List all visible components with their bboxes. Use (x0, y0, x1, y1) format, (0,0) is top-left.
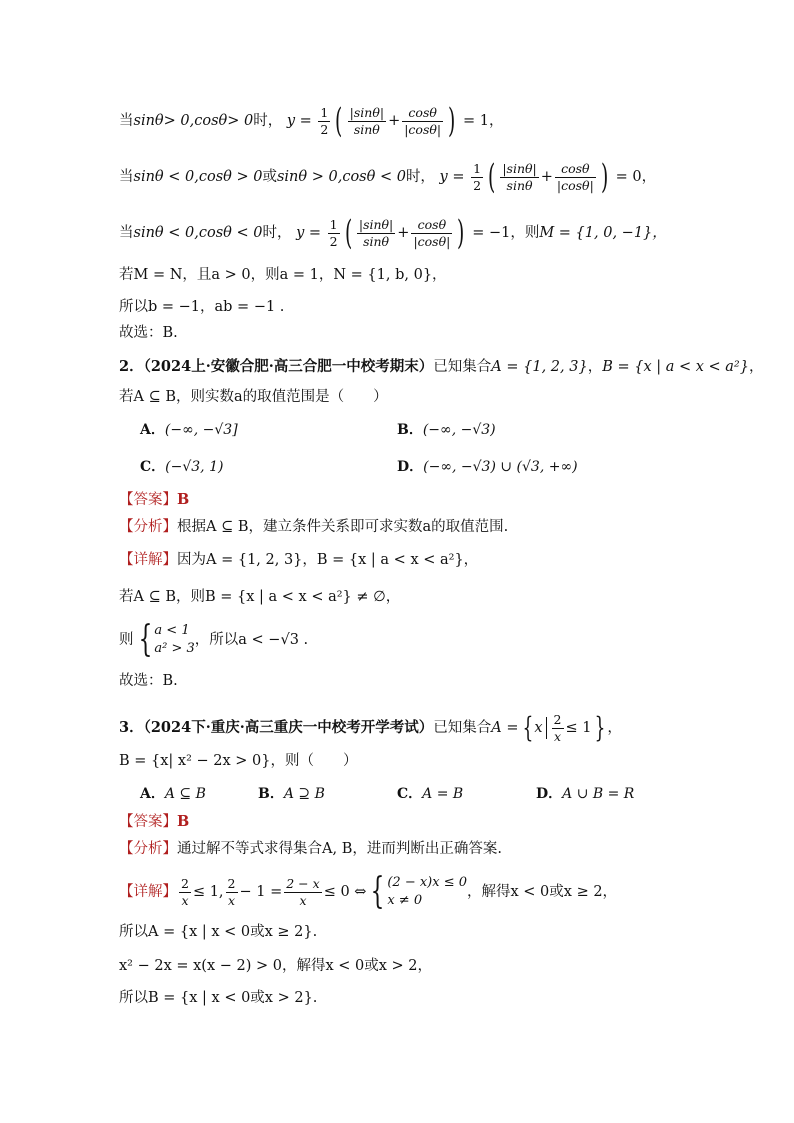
q3-answer (119, 812, 189, 832)
q2-detail-1 (119, 550, 478, 570)
text: − 1 = (239, 884, 283, 900)
text: ≤ 1, (192, 884, 224, 900)
text: ，解得x < 0或x ≥ 2， (467, 884, 618, 900)
case-line-1 (119, 101, 504, 141)
q2-choose: 故选：B. (119, 673, 178, 689)
q3-option-d[interactable] (536, 784, 634, 804)
text: ，所以a < −√3 . (194, 632, 309, 648)
text: ≤ 1 (565, 720, 592, 736)
line-so-b: 所以b = −1，ab = −1 . (119, 299, 285, 315)
q2-option-d[interactable] (397, 457, 578, 477)
fraction-half: $\frac{1}{2}$ (320, 104, 329, 137)
fraction-cos: $\frac{\cos\theta}{|\cos\theta|}$ (413, 216, 451, 249)
y-eq: y = (286, 113, 312, 129)
fraction-sin: $\frac{|\sin\theta|}{\sin\theta}$ (358, 216, 394, 249)
analysis-text: 通过解不等式求得集合A, B，进而判断出正确答案. (177, 841, 502, 857)
text: 时， (405, 169, 435, 185)
condition: sinθ < 0,cosθ > 0 (133, 169, 263, 185)
text: 已知集合 (433, 720, 492, 736)
line-m-eq-n: 若M = N，且a > 0，则a = 1，N = {1, b, 0}， (119, 267, 447, 283)
result: = −1，则 (472, 225, 540, 241)
left-paren: ( (488, 157, 496, 197)
text: 当 (119, 113, 134, 129)
option-label: D． (397, 459, 424, 475)
text: ， (587, 359, 603, 375)
q3-stem (119, 708, 622, 748)
text: ， (748, 359, 764, 375)
fraction-sin: $\frac{|\sin\theta|}{\sin\theta}$ (349, 104, 385, 137)
q3-detail-1 (119, 872, 617, 912)
analysis-tag: 【分析】 (119, 519, 177, 535)
detail-tag: 【详解】 (119, 884, 177, 900)
analysis-tag: 【分析】 (119, 841, 177, 857)
q2-option-c[interactable] (140, 457, 223, 477)
q3-detail-4: 所以B = {x | x < 0或x > 2}. (119, 990, 318, 1006)
plus: + (388, 113, 401, 129)
q3-analysis (119, 839, 502, 859)
condition: sinθ < 0,cosθ < 0 (133, 225, 263, 241)
q3-option-c[interactable] (397, 784, 463, 804)
option-text: (−∞, −√3) ∪ (√3, +∞) (423, 459, 578, 475)
option-label: B． (258, 786, 284, 802)
fraction-2-minus-x: $\frac{2 - x}{x}$ (286, 875, 320, 908)
text: ， (607, 720, 622, 736)
set-a-label: A = (491, 720, 519, 736)
var-x: x (534, 720, 543, 736)
q3-stem-line2: B = {x| x² − 2x > 0}，则（ ） (119, 753, 358, 769)
q3-detail-2: 所以A = {x | x < 0或x ≥ 2}. (119, 924, 318, 940)
right-paren: ) (448, 101, 456, 141)
inequality-system: a < 1 a² > 3 (154, 623, 195, 656)
option-label: C． (140, 459, 166, 475)
answer-tag: 【答案】 (119, 814, 177, 830)
y-eq: y = (296, 225, 322, 241)
fraction-half: $\frac{1}{2}$ (473, 160, 482, 193)
detail-tag: 【详解】 (119, 552, 177, 568)
option-text: A = B (422, 786, 464, 802)
q2-analysis (119, 517, 508, 537)
result: = 0， (615, 169, 657, 185)
analysis-text: 根据A ⊆ B，建立条件关系即可求实数a的取值范围. (177, 519, 509, 535)
case-line-2 (119, 157, 657, 197)
line-choose: 故选：B. (119, 325, 178, 341)
fraction-2-over-x: $\frac{2}{x}$ (553, 711, 562, 744)
option-label: A． (140, 422, 165, 438)
set-bar (546, 717, 547, 739)
fraction-cos: $\frac{\cos\theta}{|\cos\theta|}$ (404, 104, 442, 137)
option-label: A． (140, 786, 165, 802)
text: 时， (262, 225, 292, 241)
option-text: (−∞, −√3] (164, 422, 238, 438)
option-label: B． (397, 422, 423, 438)
q2-stem-line2: 若A ⊆ B，则实数a的取值范围是（ ） (119, 389, 388, 405)
q3-option-b[interactable] (258, 784, 325, 804)
left-brace: { (371, 871, 385, 912)
option-label: C． (397, 786, 423, 802)
text: 当 (119, 169, 134, 185)
option-text: (−∞, −√3) (422, 422, 496, 438)
q3-detail-3: x² − 2x = x(x − 2) > 0，解得x < 0或x > 2， (119, 958, 433, 974)
fraction-sin: $\frac{|\sin\theta|}{\sin\theta}$ (502, 160, 537, 193)
answer-tag: 【答案】 (119, 492, 177, 508)
set-m: M = {1, 0, −1}， (539, 225, 667, 241)
condition: sinθ> 0,cosθ> 0 (133, 113, 254, 129)
fraction-2-over-x: $\frac{2}{x}$ (227, 875, 236, 908)
option-text: A ∪ B = R (562, 786, 635, 802)
left-paren: ( (335, 101, 343, 141)
plus: + (397, 225, 410, 241)
condition: sinθ > 0,cosθ < 0 (276, 169, 406, 185)
option-text: A ⊇ B (283, 786, 325, 802)
fraction-half: $\frac{1}{2}$ (329, 216, 338, 249)
q3-number: 3．（2024下·重庆·高三重庆一中校考开学考试） (119, 719, 434, 736)
set-b: B = {x | a < x < a²} (602, 359, 749, 375)
text: 时， (253, 113, 283, 129)
right-brace: } (595, 711, 606, 744)
text: 或 (262, 169, 277, 185)
set-a: A = {1, 2, 3} (491, 359, 588, 375)
inequality-system: (2 − x)x ≤ 0 x ≠ 0 (387, 875, 468, 908)
fraction-2-over-x: $\frac{2}{x}$ (181, 875, 189, 908)
right-paren: ) (600, 157, 609, 197)
q2-option-a[interactable] (140, 420, 238, 440)
q2-stem (119, 357, 763, 377)
left-paren: ( (344, 213, 352, 253)
detail-text: 因为A = {1, 2, 3}，B = {x | a < x < a²}， (177, 552, 479, 568)
option-text: A ⊆ B (164, 786, 206, 802)
plus: + (540, 169, 553, 185)
y-eq: y = (439, 169, 465, 185)
q2-answer (119, 490, 189, 510)
case-line-3 (119, 213, 667, 253)
left-brace: { (138, 619, 152, 660)
option-label: D． (536, 786, 563, 802)
answer-value: B (177, 813, 190, 830)
q2-detail-3 (119, 620, 308, 660)
fraction-cos: $\frac{\cos\theta}{|\cos\theta|}$ (556, 160, 594, 193)
q3-option-a[interactable] (140, 784, 206, 804)
q2-option-b[interactable] (397, 420, 496, 440)
text: ≤ 0 ⇔ (323, 884, 367, 900)
left-brace: { (522, 711, 533, 744)
text: 当 (119, 225, 134, 241)
text: 已知集合 (433, 359, 492, 375)
option-text: (−√3, 1) (165, 459, 224, 475)
q2-detail-2: 若A ⊆ B，则B = {x | a < x < a²} ≠ ∅， (119, 589, 401, 605)
answer-value: B (177, 491, 190, 508)
result: = 1， (462, 113, 504, 129)
text: 则 (119, 632, 134, 648)
right-paren: ) (457, 213, 465, 253)
q2-number: 2．（2024上·安徽合肥·高三合肥一中校考期末） (119, 358, 434, 375)
